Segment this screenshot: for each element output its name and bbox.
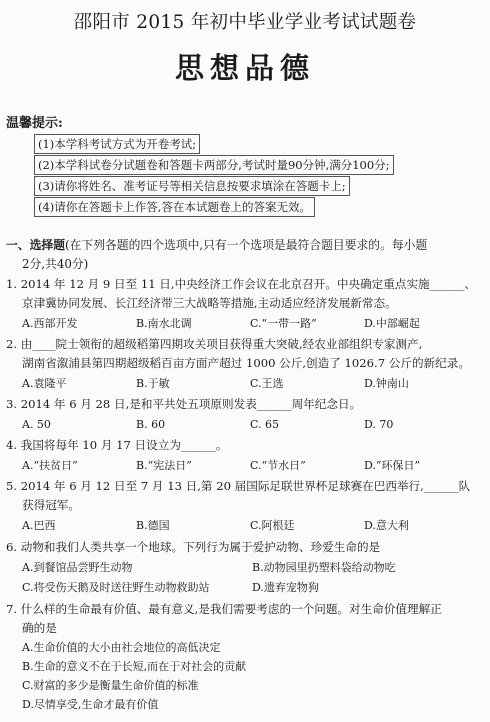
section-heading [6, 236, 484, 274]
question-stem-cont: 湖南省溆浦县第四期超级稻百亩方面产超过 1000 公斤,创造了 1026.7 公斤的新纪录。 [22, 356, 470, 370]
option-b: B.“宪法日” [136, 458, 192, 472]
option-c: C.“节水日” [250, 458, 306, 472]
option-c: C.“一带一路” [250, 316, 317, 330]
option-d: D.钟南山 [364, 376, 409, 390]
question-stem: 2. 由____院士领衔的超级稻第四期攻关项目获得重大突破,经农业部组织专家测产, [6, 337, 423, 351]
question-1 [6, 275, 484, 333]
option-row [6, 515, 484, 535]
tip-item [34, 155, 484, 176]
exam-title: 邵阳市 2015 年初中毕业学业考试试题卷 [73, 12, 417, 33]
option-a: A.“扶贫日” [22, 458, 78, 472]
option-row [6, 313, 484, 333]
question-stem: 5. 2014 年 6 月 12 日至 7 月 13 日,第 20 届国际足联世界杯足球赛在巴西举行,______队 [6, 479, 471, 493]
option-b: B.德国 [136, 518, 170, 532]
option-c: C.将受伤天鹅及时送往野生动物救助站 [22, 580, 210, 594]
option-a: A.袁隆平 [22, 376, 67, 390]
section-instruction-cont: 2分,共40分) [22, 257, 89, 271]
option-d: D.意大利 [364, 518, 409, 532]
option-row [6, 373, 484, 393]
question-stem-cont: 获得冠军。 [22, 498, 80, 512]
question-6 [6, 538, 484, 597]
option-c: C.阿根廷 [250, 518, 295, 532]
subject-title: 思想品德 [174, 51, 315, 85]
section-instruction: (在下列各题的四个选项中,只有一个选项是最符合题目要求的。每小题 [65, 238, 428, 252]
question-7 [6, 600, 484, 714]
question-stem-cont: 确的是 [22, 621, 57, 635]
tip-item [34, 134, 484, 155]
option-a: A.到餐馆品尝野生动物 [22, 560, 133, 574]
option-d: D.遗弃宠物狗 [252, 580, 319, 594]
notice-label: 温馨提示: [6, 116, 63, 131]
option-c: C. 65 [250, 417, 280, 431]
option-a: A. 50 [22, 417, 51, 431]
option-b: B.动物园里扔塑料袋给动物吃 [252, 560, 396, 574]
option-b: B.生命的意义不在于长短,而在于对社会的贡献 [22, 660, 247, 673]
option-b: B.南水北调 [136, 316, 192, 330]
option-a: A.巴西 [22, 518, 56, 532]
option-d: D.“环保日” [364, 458, 421, 472]
question-3 [6, 395, 484, 434]
option-b: B. 60 [136, 417, 166, 431]
question-5 [6, 477, 484, 535]
tip-text: (1)本学科考试方式为开卷考试; [34, 134, 200, 154]
option-row [6, 455, 484, 475]
question-2 [6, 335, 484, 393]
option-b: B.于敏 [136, 376, 170, 390]
question-stem: 4. 我国将每年 10 月 17 日设立为______。 [6, 438, 228, 452]
tip-text: (3)请你将姓名、准考证号等相关信息按要求填涂在答题卡上; [34, 176, 350, 196]
question-stem: 3. 2014 年 6 月 28 日,是和平共处五项原则发表______周年纪念日。 [6, 397, 362, 411]
tip-item [34, 197, 484, 218]
option-row [6, 414, 484, 434]
question-stem-cont: 京津冀协同发展、长江经济带三大战略等措施,主动适应经济发展新常态。 [22, 296, 397, 310]
question-stem: 1. 2014 年 12 月 9 日至 11 日,中央经济工作会议在北京召开。中央确定重点实施______、 [6, 277, 477, 291]
tip-text: (4)请你在答题卡上作答,答在本试题卷上的答案无效。 [34, 197, 315, 217]
option-d: D.尽情享受,生命才最有价值 [22, 698, 159, 711]
option-a: A.西部开发 [22, 316, 78, 330]
notice-tips [34, 134, 484, 218]
option-c: C.财富的多少是衡量生命价值的标准 [22, 679, 199, 692]
option-a: A.生命价值的大小由社会地位的高低决定 [22, 641, 221, 654]
section-title: 一、选择题 [6, 238, 65, 252]
question-stem: 7. 什么样的生命最有价值、最有意义,是我们需要考虑的一个问题。对生命价值理解正 [6, 602, 442, 616]
tip-text: (2)本学科试卷分试题卷和答题卡两部分,考试时量90分钟,满分100分; [34, 155, 394, 175]
tip-item [34, 176, 484, 197]
option-row [6, 577, 484, 597]
option-c: C.王选 [250, 376, 284, 390]
question-stem: 6. 动物和我们人类共享一个地球。下列行为属于爱护动物、珍爱生命的是 [6, 540, 381, 554]
option-row [6, 557, 484, 577]
question-4 [6, 436, 484, 475]
option-d: D. 70 [364, 417, 394, 431]
option-d: D.中部崛起 [364, 316, 420, 330]
